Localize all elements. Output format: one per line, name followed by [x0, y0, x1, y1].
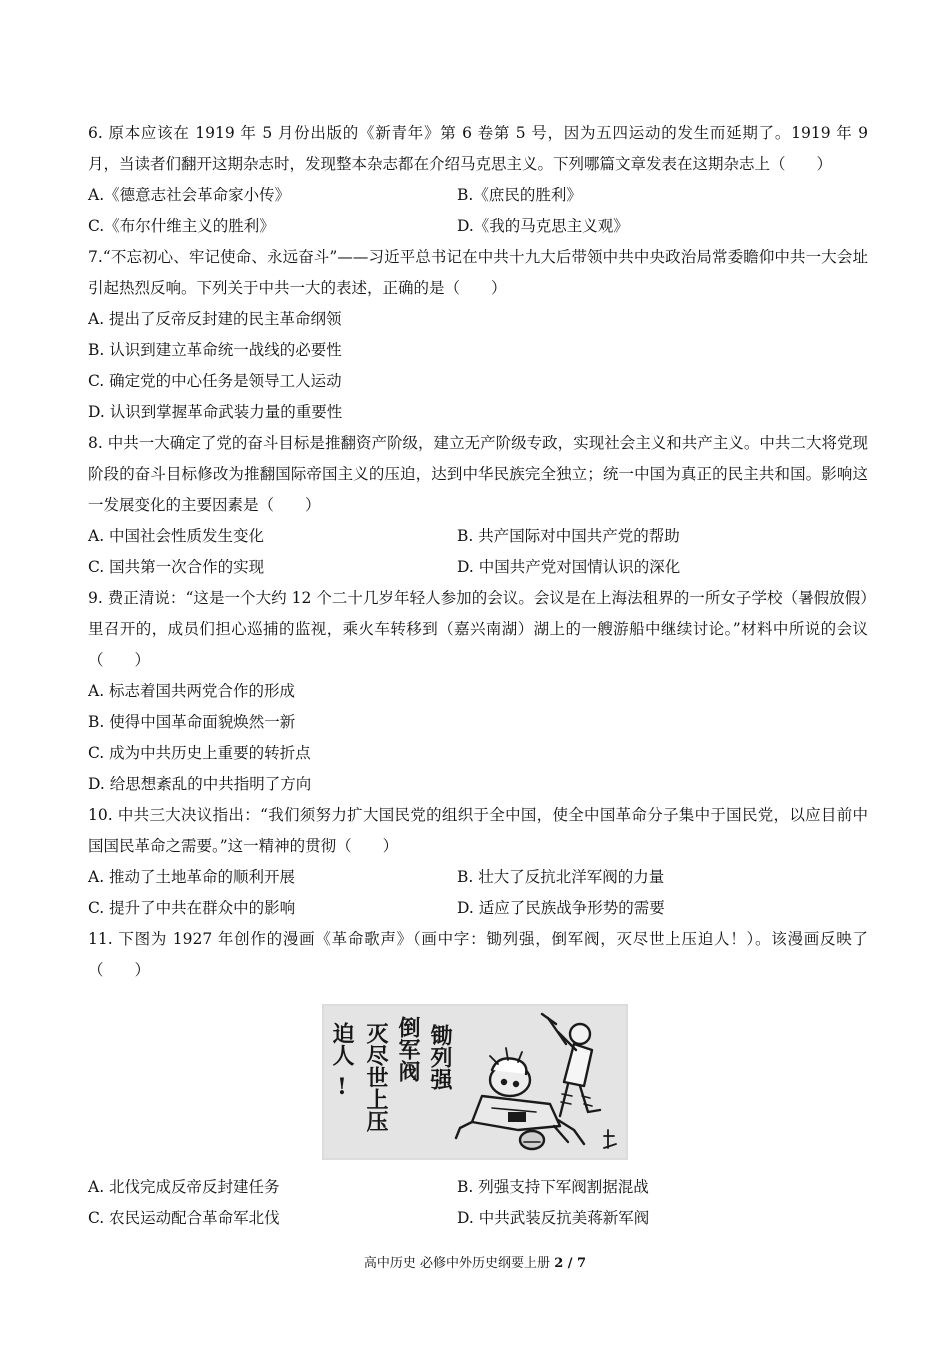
option-b: B. 使得中国革命面貌焕然一新: [88, 713, 296, 731]
option-a: A. 标志着国共两党合作的形成: [88, 682, 296, 700]
option-a: A. 推动了土地革命的顺利开展: [88, 868, 296, 886]
option-row: [88, 180, 868, 211]
page-footer: [0, 1252, 950, 1271]
option-row: [88, 521, 868, 552]
option-c: C. 国共第一次合作的实现: [88, 558, 265, 576]
cartoon-text-col3: 灭尽世上压: [363, 1022, 389, 1132]
cartoon-image: [322, 1004, 628, 1160]
question-11: [88, 924, 868, 1234]
option-d: D. 认识到掌握革命武装力量的重要性: [88, 403, 343, 421]
option-d: D.《我的马克思主义观》: [457, 217, 629, 235]
question-8: [88, 428, 868, 583]
option-row: [88, 862, 868, 893]
option-d: D. 适应了民族战争形势的需要: [457, 899, 665, 917]
cartoon-exclamation: !: [337, 1074, 347, 1100]
option-c: C. 农民运动配合革命军北伐: [88, 1209, 280, 1227]
question-stem: 10. 中共三大决议指出：“我们须努力扩大国民党的组织于全中国，使全中国革命分子集中于国民党，以应目前中国国民革命之需要。”这一精神的贯彻（ ）: [88, 806, 868, 855]
option-b: B. 共产国际对中国共产党的帮助: [457, 527, 680, 545]
option-c: C. 成为中共历史上重要的转折点: [88, 744, 311, 762]
option-row: [88, 1172, 868, 1203]
option-a: A. 中国社会性质发生变化: [88, 527, 265, 545]
cartoon-text-col2: 倒军阀: [395, 1016, 421, 1082]
question-6: [88, 118, 868, 242]
option-a: A. 提出了反帝反封建的民主革命纲领: [88, 310, 342, 328]
option-row: [88, 893, 868, 924]
exam-page: [88, 118, 868, 1234]
question-10: [88, 800, 868, 924]
footer-subject: 高中历史 必修中外历史纲要上册: [363, 1256, 555, 1271]
option-b: B. 认识到建立革命统一战线的必要性: [88, 341, 342, 359]
question-9: [88, 583, 868, 800]
question-stem: 8. 中共一大确定了党的奋斗目标是推翻资产阶级，建立无产阶级专政，实现社会主义和共产主义。中共二大将党现阶段的奋斗目标修改为推翻国际帝国主义的压迫，达到中华民族完全独立；统一中国为真正的民主共和国。影响这一发展变化的主要因素是（ ）: [88, 434, 868, 514]
option-c: C. 确定党的中心任务是领导工人运动: [88, 372, 342, 390]
option-d: D. 中国共产党对国情认识的深化: [457, 558, 681, 576]
cartoon-text-col4: 迫人: [329, 1022, 355, 1066]
cartoon-text-col1: 锄列强: [427, 1024, 453, 1090]
question-7: [88, 242, 868, 428]
question-stem: 11. 下图为 1927 年创作的漫画《革命歌声》（画中字：锄列强，倒军阀，灭尽世上压迫人！）。该漫画反映了（ ）: [88, 930, 868, 979]
question-stem: 7.“不忘初心、牢记使命、永远奋斗”——习近平总书记在中共十九大后带领中共中央政治局常委瞻仰中共一大会址引起热烈反响。下列关于中共一大的表述，正确的是（ ）: [88, 248, 868, 297]
cartoon-figure: [322, 1004, 628, 1160]
option-row: [88, 1203, 868, 1234]
page-number: 2 / 7: [554, 1256, 587, 1271]
option-a: A. 北伐完成反帝反封建任务: [88, 1178, 280, 1196]
option-d: D. 给思想紊乱的中共指明了方向: [88, 775, 312, 793]
option-b: B. 列强支持下军阀割据混战: [457, 1178, 649, 1196]
option-c: C. 提升了中共在群众中的影响: [88, 899, 296, 917]
option-d: D. 中共武装反抗美蒋新军阀: [457, 1209, 650, 1227]
option-c: C.《布尔什维主义的胜利》: [88, 217, 275, 235]
option-a: A.《德意志社会革命家小传》: [88, 186, 291, 204]
option-b: B. 壮大了反抗北洋军阀的力量: [457, 868, 665, 886]
question-stem: 9. 费正清说：“这是一个大约 12 个二十几岁年轻人参加的会议。会议是在上海法租界的一所女子学校（暑假放假）里召开的，成员们担心巡捕的监视，乘火车转移到（嘉兴南湖）湖上的一艘游船中继续讨论。”材料中所说的会议（ ）: [88, 589, 868, 669]
option-row: [88, 552, 868, 583]
option-row: [88, 211, 868, 242]
option-b: B.《庶民的胜利》: [457, 186, 582, 204]
question-stem: 6. 原本应该在 1919 年 5 月份出版的《新青年》第 6 卷第 5 号，因为五四运动的发生而延期了。1919 年 9 月，当读者们翻开这期杂志时，发现整本杂志都在介绍马克思主义。下列哪篇文章发表在这期杂志上（ ）: [88, 124, 868, 173]
